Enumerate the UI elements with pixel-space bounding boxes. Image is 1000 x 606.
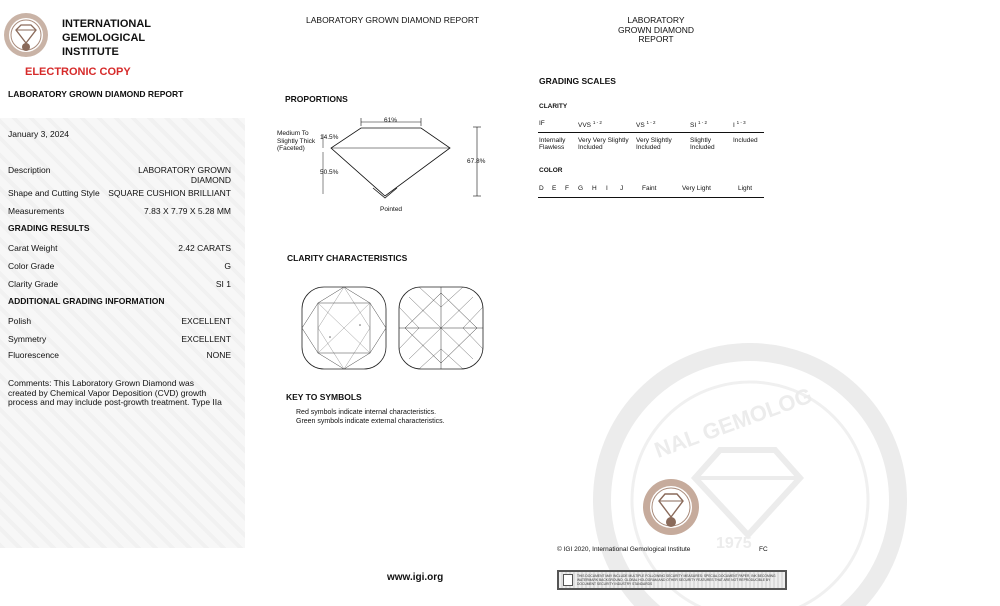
color-letter-g: G	[578, 185, 584, 192]
security-text: THIS DOCUMENT MAY INCLUDE MULTIPLE FOLLOWING SECURITY MEASURES: SPECIAL DOCUMENT PAPER, INK BECOMING WATERMARK BACKGROUND, GLOBAL HOLOGRAM AND OTHER SECURITY FEATURES THAT ARE NOT REPRODUCIBLE BY DOCUMENT SECURITY INDUSTRY STANDARDS	[577, 574, 776, 586]
comments-text: Comments: This Laboratory Grown Diamond was created by Chemical Vapor Deposition (CVD) growth process and may include post-growth treatment. Type IIa	[8, 378, 222, 407]
grading-results-heading: GRADING RESULTS	[8, 223, 90, 233]
color-desc-faint: Faint	[642, 185, 657, 192]
polish-label: Polish	[8, 316, 32, 326]
security-icon	[563, 574, 573, 586]
clarity-row	[8, 279, 231, 289]
institute-name-line1: INTERNATIONAL	[62, 18, 152, 30]
girdle-label: Medium To Slightly Thick (Faceted)	[277, 130, 316, 152]
report-title-middle: LABORATORY GROWN DIAMOND REPORT	[306, 15, 480, 25]
color-scale-divider	[538, 197, 764, 198]
color-letter-d: D	[539, 185, 544, 192]
description-row	[8, 165, 231, 185]
clarity-desc-si: Slightly Included	[690, 137, 715, 151]
report-date: January 3, 2024	[8, 129, 69, 139]
table-percentage: 61%	[384, 117, 398, 124]
clarity-grade-si: SI $^{1 - 2}$	[690, 120, 707, 130]
clarity-plot-pavilion-view	[397, 285, 485, 371]
carat-row	[8, 243, 231, 253]
culet-label: Pointed	[380, 206, 403, 213]
key-to-symbols-heading: KEY TO SYMBOLS	[286, 392, 362, 402]
watermark-year: 1975	[716, 535, 752, 552]
description-value: LABORATORY GROWN DIAMOND	[138, 165, 231, 185]
symmetry-value: EXCELLENT	[181, 334, 231, 344]
fluorescence-value: NONE	[206, 350, 231, 360]
color-letter-h: H	[592, 185, 597, 192]
carat-value: 2.42 CARATS	[178, 243, 231, 253]
igi-seal-right	[642, 478, 700, 536]
website-link[interactable]: www.igi.org	[387, 572, 444, 583]
color-desc-very-light: Very Light	[682, 185, 711, 192]
color-letter-j: J	[620, 185, 624, 192]
color-desc-light: Light	[738, 185, 753, 192]
measurements-row	[8, 206, 231, 216]
color-letter-f: F	[565, 185, 569, 192]
key-green-text: Green symbols indicate external characteristics.	[296, 418, 445, 425]
color-letter-i: I	[606, 185, 608, 192]
crown-percentage: 14.5%	[320, 134, 339, 141]
proportions-heading: PROPORTIONS	[285, 94, 348, 104]
report-title-right: LABORATORY GROWN DIAMOND REPORT	[617, 15, 695, 44]
fluorescence-row	[8, 350, 231, 360]
measurements-label: Measurements	[8, 206, 65, 216]
clarity-scale-heading: CLARITY	[539, 103, 568, 110]
clarity-desc-vs: Very Slightly Included	[636, 137, 672, 151]
electronic-copy-label: ELECTRONIC COPY	[25, 66, 131, 78]
polish-row	[8, 316, 231, 326]
institute-name-line3: INSTITUTE	[62, 46, 119, 58]
shape-row	[8, 188, 231, 198]
clarity-grade-if: IF	[539, 120, 545, 127]
clarity-grade-vs: VS $^{1 - 2}$	[636, 120, 656, 130]
depth-percentage: 67.8%	[467, 158, 486, 165]
report-title-left: LABORATORY GROWN DIAMOND REPORT	[8, 89, 184, 99]
security-strip	[557, 570, 787, 590]
color-row	[8, 261, 231, 271]
clarity-value: SI 1	[215, 279, 231, 289]
additional-info-heading: ADDITIONAL GRADING INFORMATION	[8, 296, 165, 306]
shape-label: Shape and Cutting Style	[8, 188, 100, 198]
watermark-text: NAL GEMOLOG	[651, 382, 816, 463]
clarity-grade-i: I $^{1 - 3}$	[733, 120, 746, 130]
description-label: Description	[8, 165, 51, 175]
clarity-desc-vvs: Very Very Slightly Included	[578, 137, 629, 151]
symmetry-row	[8, 334, 231, 344]
polish-value: EXCELLENT	[181, 316, 231, 326]
measurements-value: 7.83 X 7.79 X 5.28 MM	[144, 206, 231, 216]
color-scale-heading: COLOR	[539, 167, 563, 174]
clarity-scale-divider	[538, 132, 764, 133]
color-value: G	[224, 261, 231, 271]
clarity-desc-if: Internally Flawless	[539, 137, 566, 151]
copyright-text: © IGI 2020, International Gemological Institute	[557, 546, 691, 553]
clarity-plot-crown-view	[300, 285, 388, 371]
clarity-grade-vvs: VVS $^{1 - 2}$	[578, 120, 602, 130]
clarity-label: Clarity Grade	[8, 279, 59, 289]
symmetry-label: Symmetry	[8, 334, 47, 344]
institute-name-line2: GEMOLOGICAL	[62, 32, 146, 44]
pavilion-percentage: 50.5%	[320, 169, 339, 176]
fluorescence-label: Fluorescence	[8, 350, 60, 360]
color-label: Color Grade	[8, 261, 55, 271]
carat-label: Carat Weight	[8, 243, 58, 253]
shape-value: SQUARE CUSHION BRILLIANT	[108, 188, 231, 198]
color-letter-e: E	[552, 185, 557, 192]
igi-seal-logo	[3, 12, 49, 58]
clarity-characteristics-heading: CLARITY CHARACTERISTICS	[287, 253, 408, 263]
grading-scales-heading: GRADING SCALES	[539, 76, 616, 86]
key-red-text: Red symbols indicate internal characteristics.	[296, 409, 437, 416]
fc-code: FC	[759, 546, 768, 553]
clarity-desc-i: Included	[733, 137, 758, 144]
